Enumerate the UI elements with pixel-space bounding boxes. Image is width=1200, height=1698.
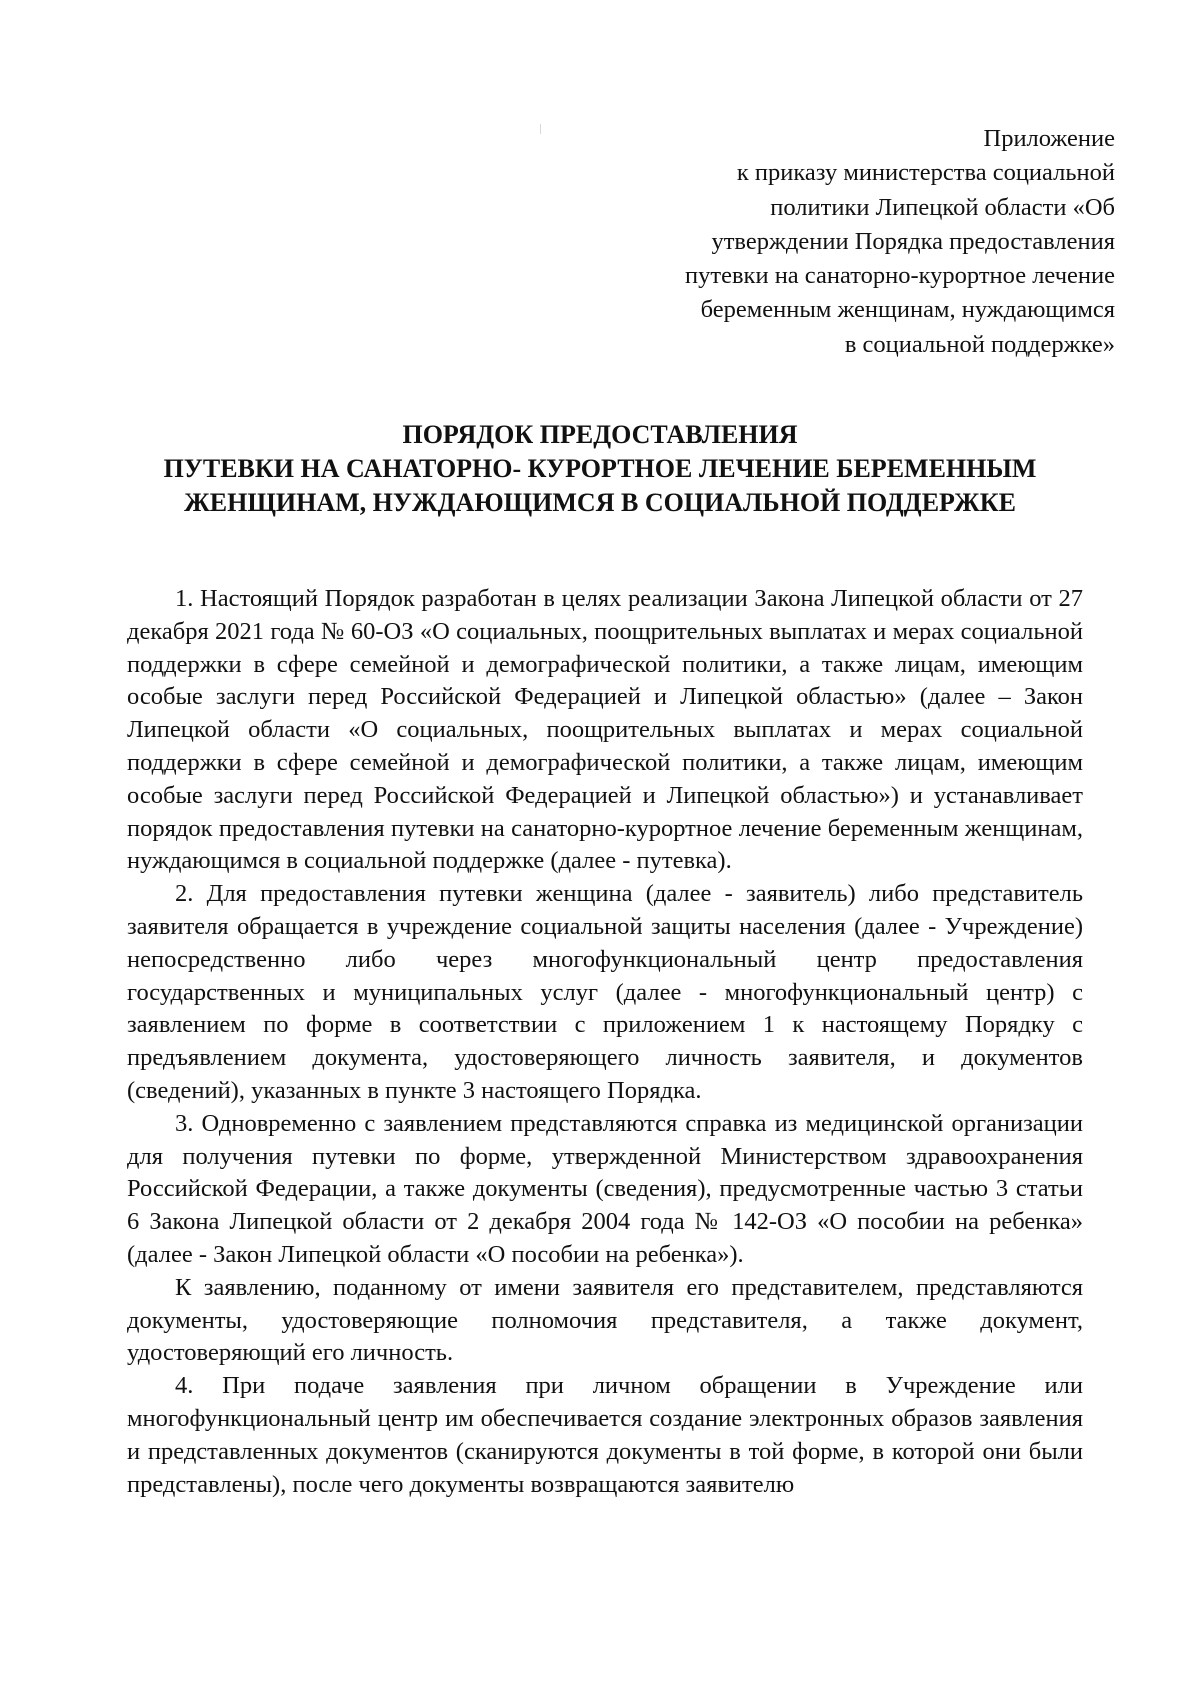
paragraph-3-addendum: К заявлению, поданному от имени заявителя его представителем, представляются документы, удостоверяющие полномочия представителя, а также документ, удостоверяющий его личность. <box>127 1273 1083 1367</box>
title-line: ЖЕНЩИНАМ, НУЖДАЮЩИМСЯ В СОЦИАЛЬНОЙ ПОДДЕРЖКЕ <box>184 488 1016 517</box>
appendix-line: утверждении Порядка предоставления <box>711 227 1115 255</box>
title-line: ПУТЕВКИ НА САНАТОРНО- КУРОРТНОЕ ЛЕЧЕНИЕ БЕРЕМЕННЫМ <box>163 454 1037 483</box>
appendix-line: политики Липецкой области «Об <box>770 193 1115 221</box>
appendix-header <box>555 122 1115 362</box>
appendix-line: Приложение <box>983 125 1115 152</box>
scan-artifact <box>540 124 541 134</box>
paragraph-2: 2. Для предоставления путевки женщина (далее - заявитель) либо представитель заявителя обращается в учреждение социальной защиты населения (далее - Учреждение) непосредственно либо через многофункциональный центр предоставления государственных и муниципальных услуг (далее - многофункциональный центр) с заявлением по форме в соответствии с приложением 1 к настоящему Порядку с предъявлением документа, удостоверяющего личность заявителя, и документов (сведений), указанных в пункте 3 настоящего Порядка. <box>127 880 1083 1104</box>
paragraph-4: 4. При подаче заявления при личном обращении в Учреждение или многофункциональный центр им обеспечивается создание электронных образов заявления и представленных документов (сканируются документы в той форме, в которой они были представлены), после чего документы возвращаются заявителю <box>127 1372 1083 1498</box>
title-line: ПОРЯДОК ПРЕДОСТАВЛЕНИЯ <box>402 420 798 449</box>
appendix-line: беременным женщинам, нуждающимся <box>700 296 1115 324</box>
paragraph-1: 1. Настоящий Порядок разработан в целях реализации Закона Липецкой области от 27 декабря 2021 года № 60-ОЗ «О социальных, поощрительных выплатах и мерах социальной поддержки в сфере семейной и демографической политики, а также лицам, имеющим особые заслуги перед Российской Федерацией и Липецкой областью» (далее – Закон Липецкой области «О социальных, поощрительных выплатах и мерах социальной поддержки в сфере семейной и демографической политики, а также лицам, имеющим особые заслуги перед Российской Федерацией и Липецкой областью») и устанавливает порядок предоставления путевки на санаторно-курортное лечение беременным женщинам, нуждающимся в социальной поддержке (далее - путевка). <box>127 585 1083 875</box>
document-title <box>100 418 1100 520</box>
paragraph-3: 3. Одновременно с заявлением представляются справка из медицинской организации для получения путевки по форме, утвержденной Министерством здравоохранения Российской Федерации, а также документы (сведения), предусмотренные частью 3 статьи 6 Закона Липецкой области от 2 декабря 2004 года № 142-ОЗ «О пособии на ребенка» (далее - Закон Липецкой области «О пособии на ребенка»). <box>127 1109 1083 1268</box>
appendix-line: путевки на санаторно-курортное лечение <box>685 262 1115 290</box>
appendix-line: в социальной поддержке» <box>844 330 1115 358</box>
document-body <box>127 583 1083 1501</box>
appendix-line: к приказу министерства социальной <box>736 159 1115 187</box>
